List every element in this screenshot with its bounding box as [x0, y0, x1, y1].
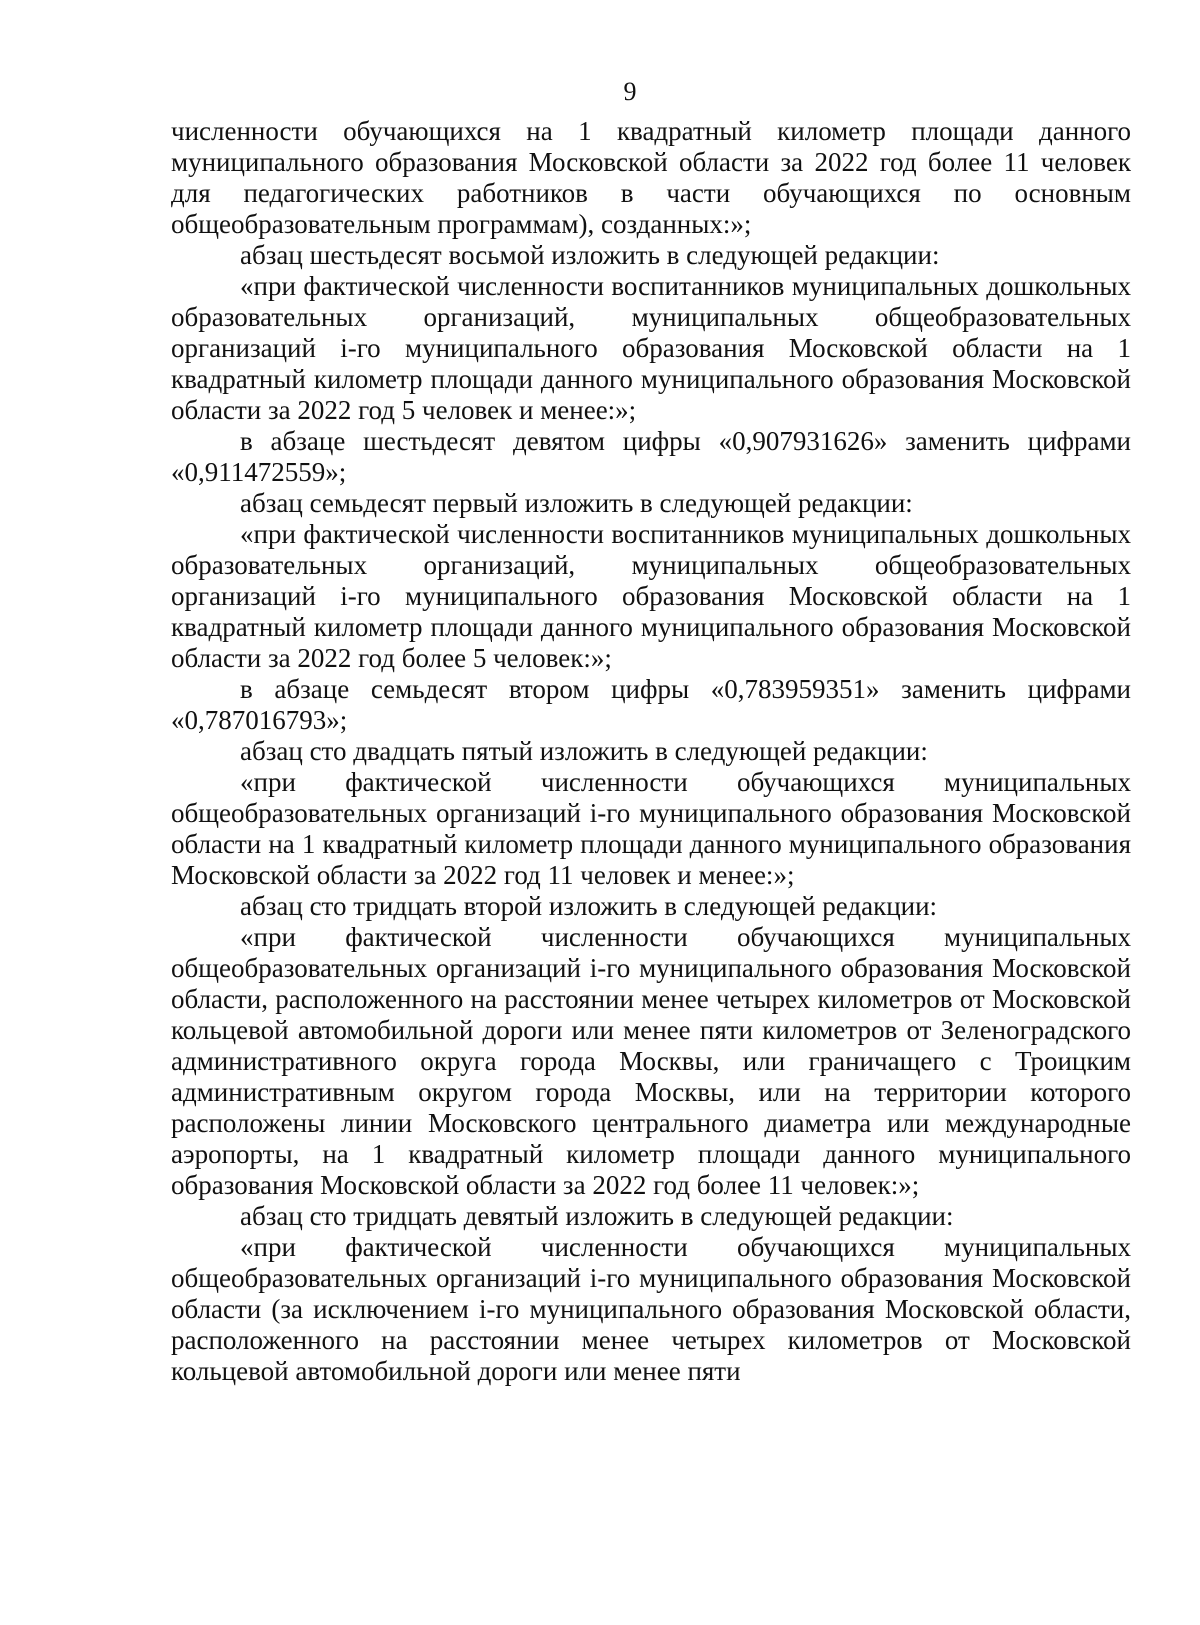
- paragraph-quoted-text: «при фактической численности обучающихся муниципальных общеобразовательных организаций i-го муниципального образования Московской области на 1 квадратный километр площади данного муниципального образования Московской области за 2022 год 11 человек и менее:»;: [171, 767, 1131, 890]
- paragraph-instruction: абзац сто тридцать второй изложить в следующей редакции:: [240, 891, 938, 921]
- paragraph-instruction: в абзаце шестьдесят девятом цифры «0,907931626» заменить цифрами «0,911472559»;: [171, 426, 1131, 487]
- paragraph-quoted-text: «при фактической численности воспитанников муниципальных дошкольных образовательных организаций, муниципальных общеобразовательных организаций i-го муниципального образования Московской области на 1 квадратный километр площади данного муниципального образования Московской области за 2022 год более 5 человек:»;: [171, 519, 1131, 673]
- paragraph-quoted-text: «при фактической численности воспитанников муниципальных дошкольных образовательных организаций, муниципальных общеобразовательных организаций i-го муниципального образования Московской области на 1 квадратный километр площади данного муниципального образования Московской области за 2022 год 5 человек и менее:»;: [171, 271, 1131, 425]
- paragraph-quoted-text: «при фактической численности обучающихся муниципальных общеобразовательных организаций i-го муниципального образования Московской области, расположенного на расстоянии менее четырех километров от Московской кольцевой автомобильной дороги или менее пяти километров от Зеленоградского административного округа города Москвы, или граничащего с Троицким административным округом города Москвы, или на территории которого расположены линии Московского центрального диаметра или международные аэропорты, на 1 квадратный километр площади данного муниципального образования Московской области за 2022 год более 11 человек:»;: [171, 922, 1131, 1200]
- paragraph-instruction: абзац шестьдесят восьмой изложить в следующей редакции:: [240, 240, 940, 270]
- paragraph-instruction: абзац сто тридцать девятый изложить в следующей редакции:: [240, 1201, 954, 1231]
- page-number: 9: [623, 77, 637, 106]
- paragraph-instruction: абзац сто двадцать пятый изложить в следующей редакции:: [240, 736, 928, 766]
- paragraph-continuation: численности обучающихся на 1 квадратный километр площади данного муниципального образования Московской области за 2022 год более 11 человек для педагогических работников в части обучающихся по основным общеобразовательным программам), созданных:»;: [171, 116, 1131, 239]
- paragraph-instruction: в абзаце семьдесят втором цифры «0,783959351» заменить цифрами «0,787016793»;: [171, 674, 1131, 735]
- paragraph-instruction: абзац семьдесят первый изложить в следующей редакции:: [240, 488, 913, 518]
- document-body: [171, 116, 1131, 1387]
- paragraph-quoted-text: «при фактической численности обучающихся муниципальных общеобразовательных организаций i-го муниципального образования Московской области (за исключением i-го муниципального образования Московской области, расположенного на расстоянии менее четырех километров от Московской кольцевой автомобильной дороги или менее пяти: [171, 1232, 1131, 1386]
